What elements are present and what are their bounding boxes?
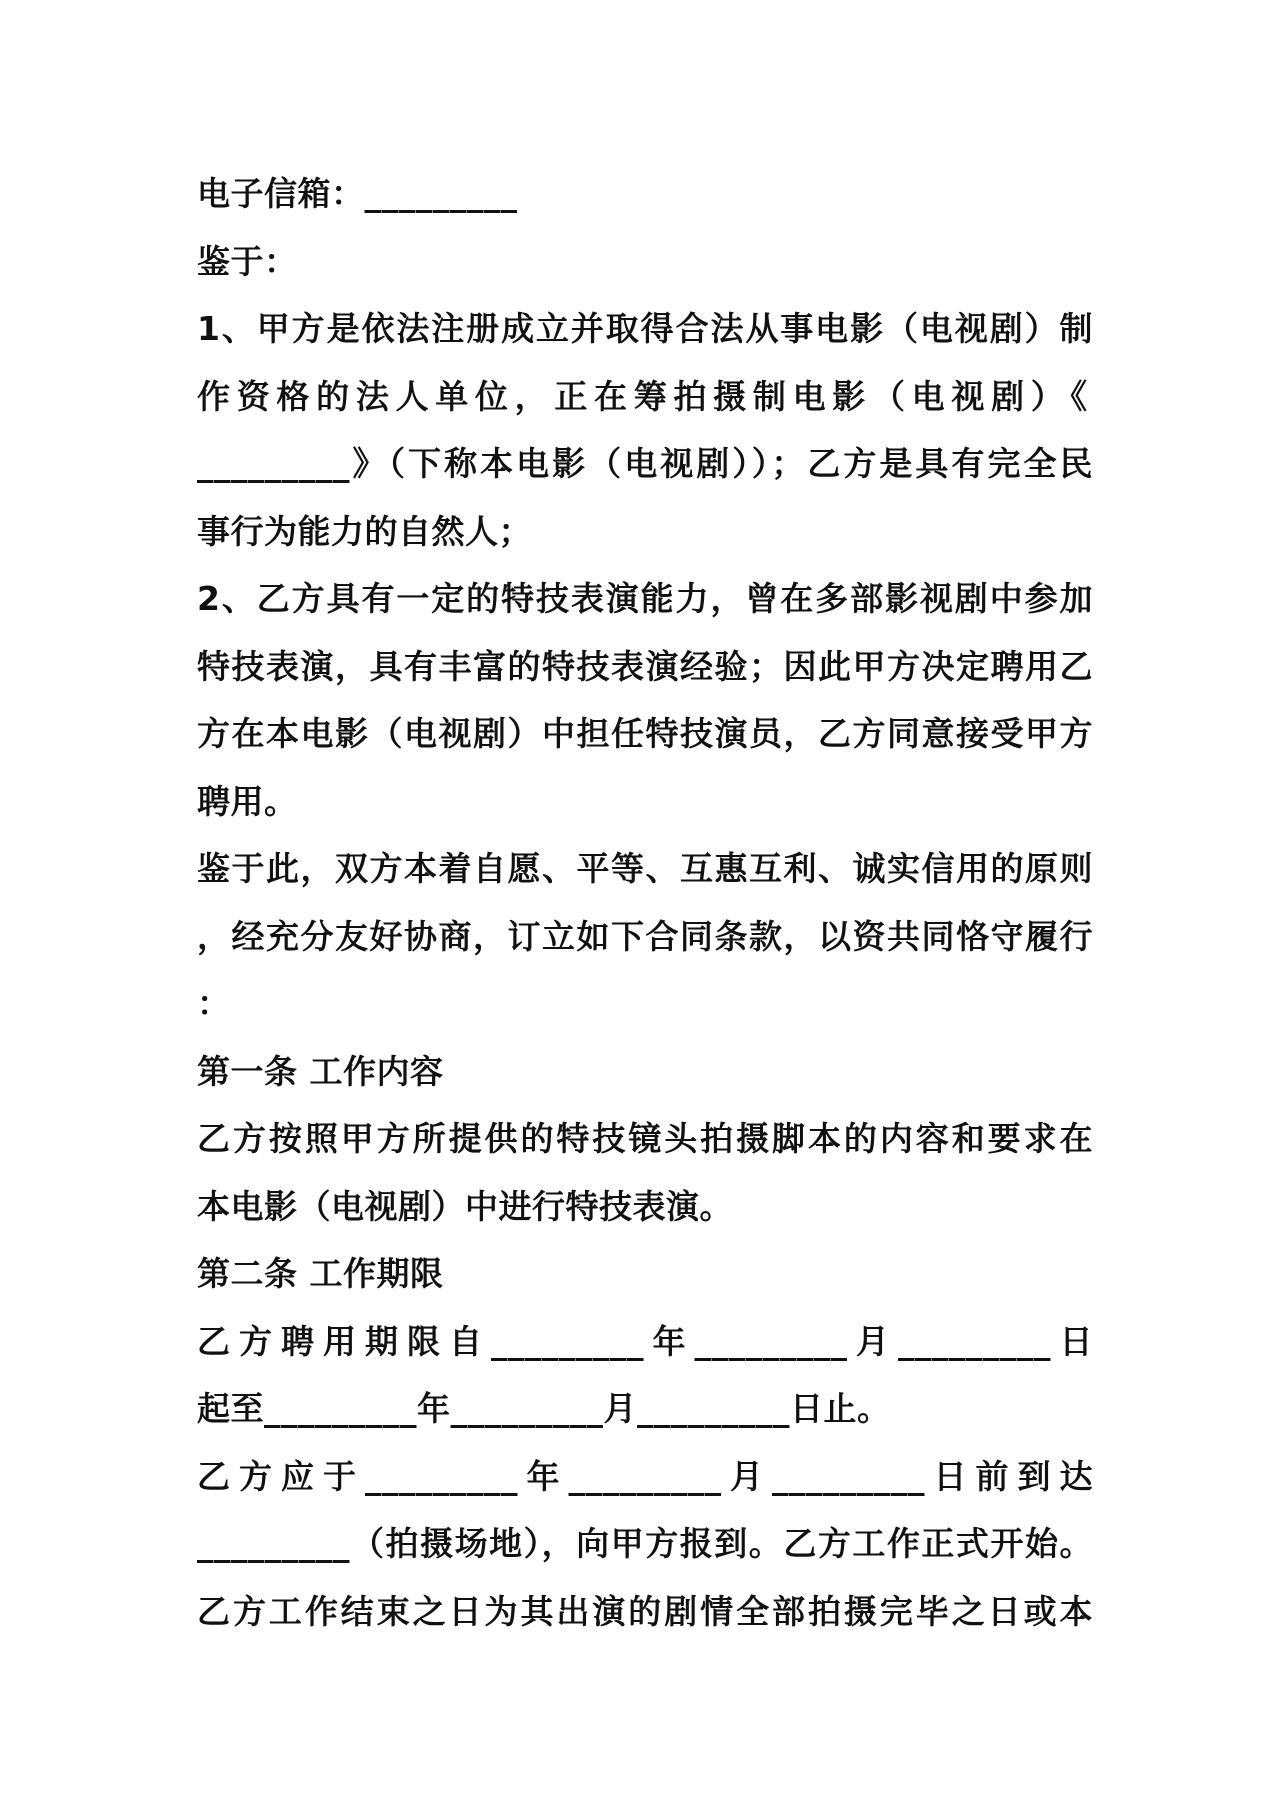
recital-1-line-2: 作资格的法人单位，正在筹拍摄制电影（电视剧）《 <box>197 376 1093 416</box>
article-2-heading: 第二条 工作期限 <box>197 1254 444 1293</box>
recital-2-line-1: 2、乙方具有一定的特技表演能力，曾在多部影视剧中参加 <box>197 579 1093 618</box>
article-1-heading: 第一条 工作内容 <box>197 1051 444 1091</box>
recital-2-line-4: 聘用。 <box>197 781 298 821</box>
document-page <box>197 160 1093 1645</box>
preamble-line-3: ： <box>197 984 231 1023</box>
recital-1-line-3: _________》（下称本电影（电视剧））；乙方是具有完全民 <box>197 444 1093 483</box>
recital-2-line-2: 特技表演，具有丰富的特技表演经验；因此甲方决定聘用乙 <box>197 646 1093 686</box>
recital-2-line-3: 方在本电影（电视剧）中担任特技演员，乙方同意接受甲方 <box>197 714 1093 753</box>
whereas-heading: 鉴于： <box>197 241 298 281</box>
article-2-line-2: 起至_________年_________月_________日止。 <box>197 1389 891 1428</box>
article-2-line-1: 乙方聘用期限自_________年_________月_________日 <box>197 1321 1093 1361</box>
preamble-line-1: 鉴于此，双方本着自愿、平等、互惠互利、诚实信用的原则 <box>197 849 1093 888</box>
recital-1-line-1: 1、甲方是依法注册成立并取得合法从事电影（电视剧）制 <box>197 309 1093 348</box>
article-2-line-3: 乙方应于_________年_________月_________日前到达 <box>197 1456 1093 1496</box>
recital-1-line-4: 事行为能力的自然人； <box>197 511 532 551</box>
article-2-line-4: _________（拍摄场地），向甲方报到。乙方工作正式开始。 <box>197 1524 1093 1563</box>
article-1-line-2: 本电影（电视剧）中进行特技表演。 <box>197 1186 733 1226</box>
preamble-line-2: ，经充分友好协商，订立如下合同条款，以资共同恪守履行 <box>197 916 1093 956</box>
article-2-line-5: 乙方工作结束之日为其出演的剧情全部拍摄完毕之日或本 <box>197 1591 1093 1631</box>
email-line: 电子信箱：_________ <box>197 174 518 213</box>
article-1-line-1: 乙方按照甲方所提供的特技镜头拍摄脚本的内容和要求在 <box>197 1119 1093 1158</box>
